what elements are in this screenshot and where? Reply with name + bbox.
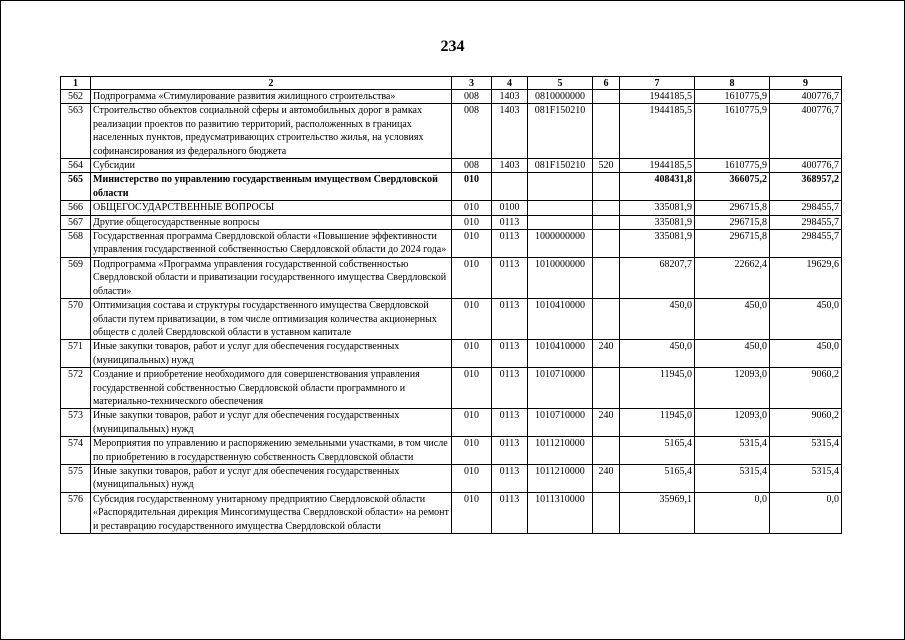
amount-col9-cell: 19629,6 xyxy=(770,257,842,298)
amount-col9-cell: 368957,2 xyxy=(770,173,842,201)
amount-col9-cell: 0,0 xyxy=(770,492,842,533)
department-code-cell: 008 xyxy=(452,159,492,173)
amount-col9-cell: 450,0 xyxy=(770,340,842,368)
amount-col7-cell: 11945,0 xyxy=(620,409,695,437)
row-number-cell: 562 xyxy=(61,90,91,104)
expense-type-cell xyxy=(593,104,620,159)
table-row xyxy=(61,159,842,173)
section-code-cell: 0113 xyxy=(492,492,528,533)
table-row xyxy=(61,492,842,533)
section-code-cell: 1403 xyxy=(492,90,528,104)
table-row xyxy=(61,215,842,229)
item-name-cell: Другие общегосударственные вопросы xyxy=(91,215,452,229)
row-number-cell: 565 xyxy=(61,173,91,201)
table-row xyxy=(61,257,842,298)
department-code-cell: 008 xyxy=(452,104,492,159)
department-code-cell: 010 xyxy=(452,257,492,298)
amount-col9-cell: 298455,7 xyxy=(770,201,842,215)
item-name-cell: Строительство объектов социальной сферы и автомобильных дорог в рамках реализации проектов по развитию территорий, расположенных в границах населенных пунктов, предусматривающих строительство жилья, на условиях софинансирования из федерального бюджета xyxy=(91,104,452,159)
amount-col8-cell: 296715,8 xyxy=(695,230,770,258)
amount-col9-cell: 450,0 xyxy=(770,299,842,340)
amount-col8-cell: 1610775,9 xyxy=(695,90,770,104)
amount-col7-cell: 335081,9 xyxy=(620,201,695,215)
section-code-cell: 0113 xyxy=(492,437,528,465)
department-code-cell: 010 xyxy=(452,201,492,215)
expense-type-cell xyxy=(593,201,620,215)
target-article-cell: 1000000000 xyxy=(528,230,593,258)
target-article-cell: 1010710000 xyxy=(528,409,593,437)
row-number-cell: 573 xyxy=(61,409,91,437)
item-name-cell: Мероприятия по управлению и распоряжению земельными участками, в том числе по приобретению в государственную собственность Свердловской области xyxy=(91,437,452,465)
amount-col9-cell: 9060,2 xyxy=(770,368,842,409)
row-number-cell: 564 xyxy=(61,159,91,173)
target-article-cell: 1011210000 xyxy=(528,464,593,492)
amount-col8-cell: 296715,8 xyxy=(695,201,770,215)
target-article-cell: 1010000000 xyxy=(528,257,593,298)
section-code-cell: 0113 xyxy=(492,215,528,229)
table-row xyxy=(61,340,842,368)
row-number-cell: 574 xyxy=(61,437,91,465)
department-code-cell: 010 xyxy=(452,492,492,533)
item-name-cell: ОБЩЕГОСУДАРСТВЕННЫЕ ВОПРОСЫ xyxy=(91,201,452,215)
amount-col8-cell: 1610775,9 xyxy=(695,104,770,159)
row-number-cell: 576 xyxy=(61,492,91,533)
expense-type-cell: 240 xyxy=(593,340,620,368)
row-number-cell: 567 xyxy=(61,215,91,229)
column-header: 8 xyxy=(695,77,770,90)
amount-col9-cell: 9060,2 xyxy=(770,409,842,437)
department-code-cell: 010 xyxy=(452,409,492,437)
amount-col8-cell: 22662,4 xyxy=(695,257,770,298)
expense-type-cell xyxy=(593,368,620,409)
department-code-cell: 008 xyxy=(452,90,492,104)
target-article-cell: 1010410000 xyxy=(528,340,593,368)
amount-col7-cell: 1944185,5 xyxy=(620,104,695,159)
row-number-cell: 569 xyxy=(61,257,91,298)
amount-col8-cell: 0,0 xyxy=(695,492,770,533)
expense-type-cell xyxy=(593,437,620,465)
expense-type-cell: 240 xyxy=(593,409,620,437)
expense-type-cell xyxy=(593,173,620,201)
section-code-cell: 0113 xyxy=(492,368,528,409)
amount-col8-cell: 450,0 xyxy=(695,340,770,368)
amount-col8-cell: 5315,4 xyxy=(695,437,770,465)
amount-col7-cell: 35969,1 xyxy=(620,492,695,533)
amount-col9-cell: 298455,7 xyxy=(770,215,842,229)
section-code-cell: 0113 xyxy=(492,230,528,258)
amount-col8-cell: 366075,2 xyxy=(695,173,770,201)
section-code-cell: 0113 xyxy=(492,299,528,340)
item-name-cell: Подпрограмма «Стимулирование развития жилищного строительства» xyxy=(91,90,452,104)
section-code-cell: 0113 xyxy=(492,464,528,492)
table-row xyxy=(61,464,842,492)
department-code-cell: 010 xyxy=(452,437,492,465)
item-name-cell: Субсидия государственному унитарному предприятию Свердловской области «Распорядительная дирекция Минсогимущества Свердловской области» на ремонт и реставрацию государственного имущества Свердловской области xyxy=(91,492,452,533)
row-number-cell: 572 xyxy=(61,368,91,409)
amount-col8-cell: 5315,4 xyxy=(695,464,770,492)
amount-col8-cell: 450,0 xyxy=(695,299,770,340)
column-header: 3 xyxy=(452,77,492,90)
row-number-cell: 563 xyxy=(61,104,91,159)
amount-col7-cell: 68207,7 xyxy=(620,257,695,298)
column-header: 7 xyxy=(620,77,695,90)
target-article-cell: 081F150210 xyxy=(528,159,593,173)
amount-col8-cell: 296715,8 xyxy=(695,215,770,229)
column-header: 9 xyxy=(770,77,842,90)
item-name-cell: Министерство по управлению государственным имуществом Свердловской области xyxy=(91,173,452,201)
department-code-cell: 010 xyxy=(452,368,492,409)
item-name-cell: Иные закупки товаров, работ и услуг для обеспечения государственных (муниципальных) нужд xyxy=(91,464,452,492)
section-code-cell xyxy=(492,173,528,201)
expense-type-cell: 240 xyxy=(593,464,620,492)
row-number-cell: 575 xyxy=(61,464,91,492)
item-name-cell: Подпрограмма «Программа управления государственной собственностью Свердловской области и приватизации государственного имущества Свердловской области» xyxy=(91,257,452,298)
table-row xyxy=(61,368,842,409)
expense-type-cell xyxy=(593,257,620,298)
department-code-cell: 010 xyxy=(452,173,492,201)
table-body xyxy=(61,90,842,534)
amount-col7-cell: 1944185,5 xyxy=(620,90,695,104)
row-number-cell: 570 xyxy=(61,299,91,340)
amount-col7-cell: 5165,4 xyxy=(620,464,695,492)
target-article-cell: 1010410000 xyxy=(528,299,593,340)
section-code-cell: 1403 xyxy=(492,159,528,173)
item-name-cell: Создание и приобретение необходимого для совершенствования управления государственной собственностью Свердловской области программного и материально-технического обеспечения xyxy=(91,368,452,409)
expense-type-cell xyxy=(593,215,620,229)
table-row xyxy=(61,299,842,340)
department-code-cell: 010 xyxy=(452,299,492,340)
item-name-cell: Иные закупки товаров, работ и услуг для обеспечения государственных (муниципальных) нужд xyxy=(91,409,452,437)
target-article-cell: 1011310000 xyxy=(528,492,593,533)
amount-col7-cell: 1944185,5 xyxy=(620,159,695,173)
target-article-cell xyxy=(528,201,593,215)
table-row xyxy=(61,230,842,258)
expense-type-cell xyxy=(593,90,620,104)
table-row xyxy=(61,90,842,104)
section-code-cell: 0113 xyxy=(492,257,528,298)
section-code-cell: 1403 xyxy=(492,104,528,159)
amount-col7-cell: 5165,4 xyxy=(620,437,695,465)
amount-col7-cell: 408431,8 xyxy=(620,173,695,201)
target-article-cell: 081F150210 xyxy=(528,104,593,159)
row-number-cell: 566 xyxy=(61,201,91,215)
item-name-cell: Иные закупки товаров, работ и услуг для обеспечения государственных (муниципальных) нужд xyxy=(91,340,452,368)
department-code-cell: 010 xyxy=(452,340,492,368)
target-article-cell xyxy=(528,173,593,201)
item-name-cell: Государственная программа Свердловской области «Повышение эффективности управления государственной собственностью Свердловской области до 2024 года» xyxy=(91,230,452,258)
amount-col9-cell: 5315,4 xyxy=(770,464,842,492)
amount-col8-cell: 12093,0 xyxy=(695,368,770,409)
row-number-cell: 571 xyxy=(61,340,91,368)
table-row xyxy=(61,437,842,465)
amount-col8-cell: 12093,0 xyxy=(695,409,770,437)
expense-type-cell xyxy=(593,230,620,258)
amount-col7-cell: 450,0 xyxy=(620,340,695,368)
column-header: 1 xyxy=(61,77,91,90)
row-number-cell: 568 xyxy=(61,230,91,258)
department-code-cell: 010 xyxy=(452,230,492,258)
amount-col9-cell: 400776,7 xyxy=(770,90,842,104)
target-article-cell: 0810000000 xyxy=(528,90,593,104)
table-row xyxy=(61,173,842,201)
expense-type-cell xyxy=(593,299,620,340)
amount-col7-cell: 11945,0 xyxy=(620,368,695,409)
amount-col9-cell: 400776,7 xyxy=(770,159,842,173)
table-row xyxy=(61,409,842,437)
amount-col8-cell: 1610775,9 xyxy=(695,159,770,173)
column-header: 5 xyxy=(528,77,593,90)
table-row xyxy=(61,104,842,159)
section-code-cell: 0100 xyxy=(492,201,528,215)
expense-type-cell xyxy=(593,492,620,533)
amount-col9-cell: 5315,4 xyxy=(770,437,842,465)
expense-type-cell: 520 xyxy=(593,159,620,173)
department-code-cell: 010 xyxy=(452,464,492,492)
target-article-cell: 1010710000 xyxy=(528,368,593,409)
table-header xyxy=(61,77,842,90)
target-article-cell: 1011210000 xyxy=(528,437,593,465)
amount-col7-cell: 450,0 xyxy=(620,299,695,340)
department-code-cell: 010 xyxy=(452,215,492,229)
column-header: 4 xyxy=(492,77,528,90)
section-code-cell: 0113 xyxy=(492,409,528,437)
page-number: 234 xyxy=(440,38,465,55)
amount-col7-cell: 335081,9 xyxy=(620,215,695,229)
item-name-cell: Субсидии xyxy=(91,159,452,173)
column-header: 2 xyxy=(91,77,452,90)
amount-col9-cell: 298455,7 xyxy=(770,230,842,258)
table-row xyxy=(61,201,842,215)
amount-col7-cell: 335081,9 xyxy=(620,230,695,258)
section-code-cell: 0113 xyxy=(492,340,528,368)
amount-col9-cell: 400776,7 xyxy=(770,104,842,159)
budget-table xyxy=(60,76,842,534)
item-name-cell: Оптимизация состава и структуры государственного имущества Свердловской области путем приватизации, в том числе оптимизация количества акционерных обществ с долей Свердловской области в уставном капитале xyxy=(91,299,452,340)
target-article-cell xyxy=(528,215,593,229)
column-header: 6 xyxy=(593,77,620,90)
